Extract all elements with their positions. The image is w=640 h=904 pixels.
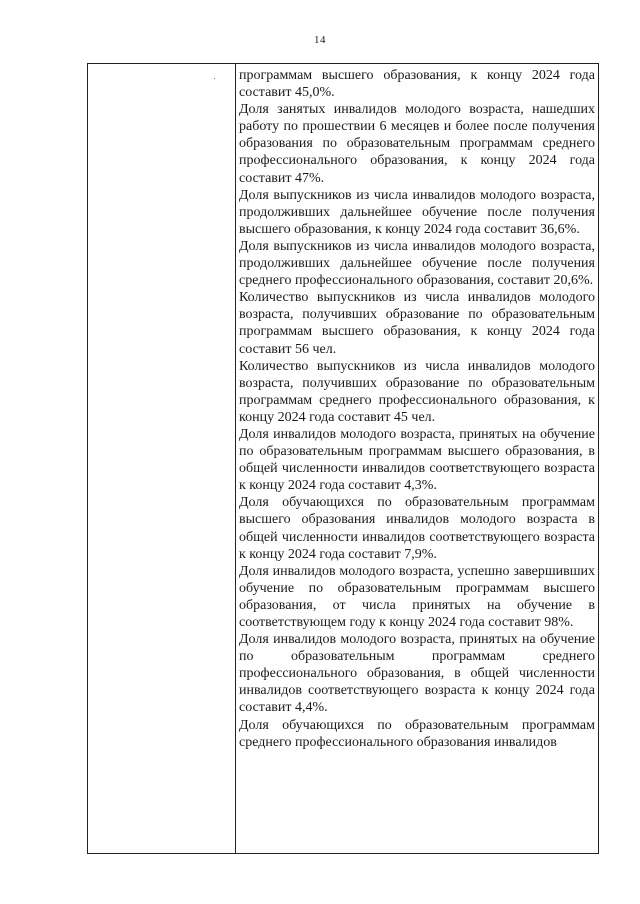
paragraph-7: Доля инвалидов молодого возраста, принятых на обучение по образовательным программам высшего образования, в общей численности инвалидов соответствующего возраста к концу 2024 года составит 4,3%. [239,426,595,494]
paragraph-6: Количество выпускников из числа инвалидов молодого возраста, получивших образование по образовательным программам среднего профессионального образования, к концу 2024 года составит 45 чел. [239,358,595,425]
paragraph-1: программам высшего образования, к концу 2024 года составит 45,0%. [239,68,595,101]
paragraph-8: Доля обучающихся по образовательным программам высшего образования инвалидов молодого возраста в общей численности инвалидов соответствующего возраста к концу 2024 года составит 7,9%. [239,495,595,562]
paragraph-11: Доля обучающихся по образовательным программам среднего профессионального образования инвалидов [239,717,595,750]
paragraph-10: Доля инвалидов молодого возраста, принятых на обучение по образовательным программам среднего профессионального образования, в общей численности инвалидов соответствующего возраста к концу 2024 года составит 4,4%. [239,632,595,716]
scan-speck [214,78,215,79]
paragraph-5: Количество выпускников из числа инвалидов молодого возраста, получивших образование по образовательным программам высшего образования, к концу 2024 года составит 56 чел. [239,290,595,357]
paragraph-3: Доля выпускников из числа инвалидов молодого возраста, продолживших дальнейшее обучение после получения высшего образования, к концу 2024 года составит 36,6%. [239,187,595,237]
document-table [87,63,599,854]
paragraph-9: Доля инвалидов молодого возраста, успешно завершивших обучение по образовательным программам высшего образования, от числа принятых на обучение в соответствующем году к концу 2024 года составит 98%. [239,563,595,630]
left-column-cell [88,64,236,853]
right-column-cell [239,67,595,751]
paragraph-4: Доля выпускников из числа инвалидов молодого возраста, продолживших дальнейшее обучение после получения среднего профессионального образования, составит 20,6%. [239,238,595,289]
page-number: 14 [314,34,326,46]
paragraph-2: Доля занятых инвалидов молодого возраста, нашедших работу по прошествии 6 месяцев и более после получения образования по образовательным программам среднего профессионального образования, к концу 2024 года составит 47%. [239,102,595,186]
